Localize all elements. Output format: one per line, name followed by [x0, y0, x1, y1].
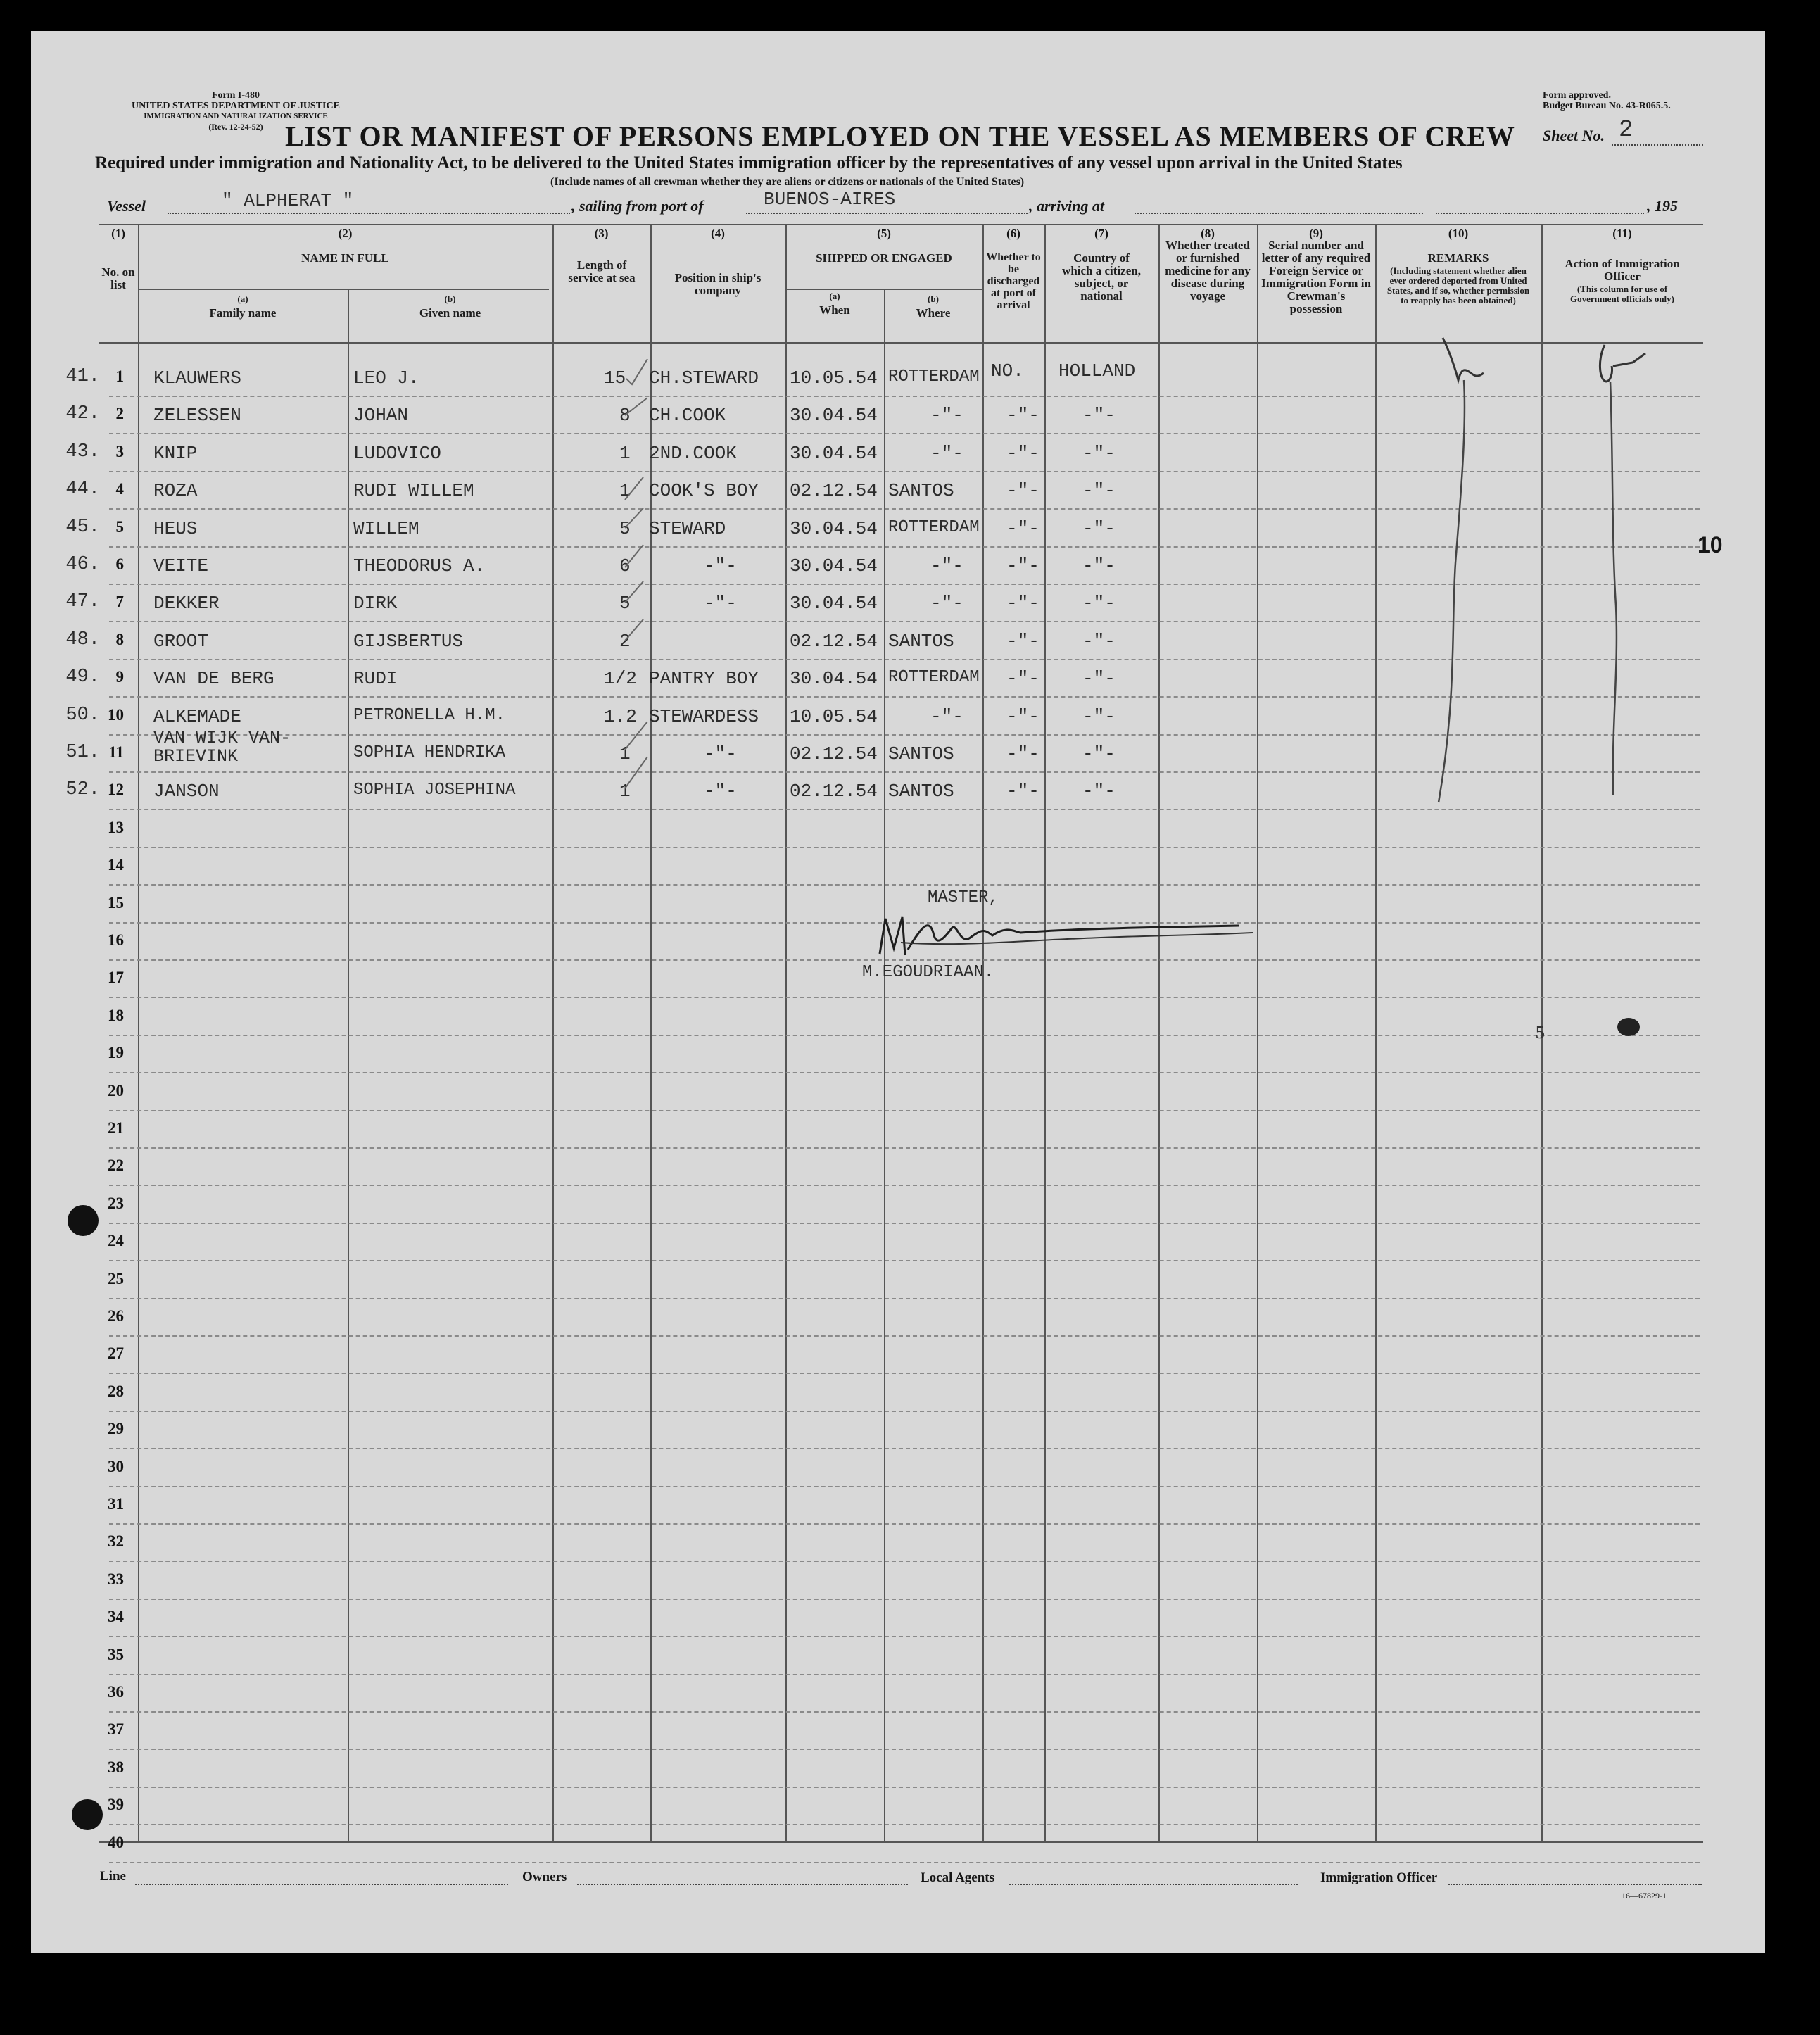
- crew-family-name: VAN DE BERG: [153, 668, 274, 689]
- row-rule: [109, 1448, 1700, 1449]
- crew-service-length: 6: [619, 555, 631, 577]
- col5a-num: (a): [829, 291, 840, 301]
- approval-block: [1543, 90, 1671, 111]
- crew-service-length: 1: [619, 480, 631, 501]
- col-divider-1: [138, 224, 139, 1843]
- row-number: 29: [108, 1420, 124, 1437]
- row-number: 17: [108, 969, 124, 986]
- crew-shipped-when: 30.04.54: [790, 443, 878, 464]
- row-rule: [109, 1486, 1700, 1487]
- master-role: MASTER,: [928, 888, 999, 907]
- crew-country: -"-: [1082, 480, 1116, 501]
- master-signature: [873, 905, 1260, 968]
- crew-discharge: -"-: [1006, 405, 1039, 426]
- page-title: LIST OR MANIFEST OF PERSONS EMPLOYED ON THE VESSEL AS MEMBERS OF CREW: [285, 120, 1515, 152]
- crew-shipped-when: 02.12.54: [790, 480, 878, 501]
- crew-shipped-when: 02.12.54: [790, 781, 878, 802]
- inclusion-note: (Include names of all crewman whether they are aliens or citizens or nationals of the United States): [550, 176, 1025, 188]
- row-number: 19: [108, 1044, 124, 1061]
- row-rule: [109, 1185, 1700, 1186]
- row-rule: [109, 1599, 1700, 1600]
- row-rule: [109, 1674, 1700, 1675]
- row-number: 18: [108, 1007, 124, 1024]
- col7-num: (7): [1094, 227, 1108, 240]
- row-rule: [109, 884, 1700, 886]
- crew-position: 2ND.COOK: [649, 443, 737, 464]
- punch-hole-bottom: [72, 1799, 103, 1830]
- crew-position: -"-: [704, 781, 737, 802]
- revision: (Rev. 12-24-52): [208, 122, 263, 132]
- crew-family-name: HEUS: [153, 518, 198, 539]
- sailing-label: , sailing from port of: [571, 197, 704, 215]
- crew-shipped-where: -"-: [930, 555, 963, 577]
- crew-discharge: -"-: [1006, 743, 1039, 764]
- row-number: 30: [108, 1458, 124, 1475]
- form-approved: Form approved.: [1543, 90, 1611, 101]
- col9-label: Serial number and letter of any required Foreign Service or Immigration Form in Crewman's possession: [1261, 239, 1371, 315]
- crew-service-length: 15: [604, 367, 626, 389]
- crew-family-name: KLAUWERS: [153, 367, 241, 389]
- row-number: 27: [108, 1344, 124, 1362]
- handwritten-line-number: 47.: [65, 591, 100, 612]
- crew-given-name: PETRONELLA H.M.: [353, 706, 506, 725]
- row-number: 12: [108, 781, 124, 798]
- col3-num: (3): [594, 227, 609, 240]
- row-number: 7: [115, 593, 124, 610]
- row-number: 15: [108, 894, 124, 912]
- crew-given-name: WILLEM: [353, 518, 419, 539]
- crew-discharge: NO.: [991, 360, 1024, 382]
- col-divider-9: [1375, 224, 1377, 1843]
- remarks-handwriting: [1422, 331, 1675, 809]
- stamp-mark: 5: [1536, 1022, 1545, 1042]
- crew-family-name: KNIP: [153, 443, 198, 464]
- col4-label: Position in ship's company: [674, 271, 762, 297]
- service: IMMIGRATION AND NATURALIZATION SERVICE: [144, 112, 328, 120]
- row-number: 39: [108, 1796, 124, 1813]
- row-number: 28: [108, 1382, 124, 1400]
- footer-agents-label: Local Agents: [921, 1870, 995, 1885]
- row-number: 34: [108, 1608, 124, 1625]
- handwritten-line-number: 48.: [65, 629, 100, 650]
- crew-service-length: 1: [619, 443, 631, 464]
- col-divider-5: [982, 224, 984, 1843]
- row-number: 25: [108, 1270, 124, 1287]
- footer-agents-field: [1009, 1884, 1298, 1885]
- row-number: 21: [108, 1119, 124, 1137]
- row-rule: [109, 1298, 1700, 1299]
- crew-shipped-where: -"-: [930, 593, 963, 614]
- row-number: 5: [115, 518, 124, 536]
- row-rule: [109, 1335, 1700, 1337]
- footer-line-field: [135, 1884, 508, 1885]
- ink-blot: [1617, 1018, 1640, 1036]
- col6-num: (6): [1006, 227, 1020, 240]
- col-divider-4: [785, 224, 787, 1843]
- crew-family-name: ZELESSEN: [153, 405, 241, 426]
- crew-position: COOK'S BOY: [649, 480, 759, 501]
- crew-service-length: 5: [619, 593, 631, 614]
- col-divider-7: [1158, 224, 1160, 1843]
- row-rule: [109, 1223, 1700, 1224]
- arriving-dotline: [1135, 213, 1423, 214]
- crew-discharge: -"-: [1006, 668, 1039, 689]
- crew-position: CH.COOK: [649, 405, 726, 426]
- row-rule: [109, 1260, 1700, 1261]
- col9-num: (9): [1309, 227, 1323, 240]
- crew-shipped-where: SANTOS: [888, 480, 954, 501]
- crew-country: -"-: [1082, 443, 1116, 464]
- row-rule: [109, 1561, 1700, 1562]
- table-top-border: [99, 224, 1703, 225]
- crew-given-name: LEO J.: [353, 367, 419, 389]
- crew-family-name: ALKEMADE: [153, 706, 241, 727]
- year-label: , 195: [1647, 197, 1678, 215]
- print-code: 16—67829-1: [1622, 1891, 1667, 1901]
- crew-shipped-when: 30.04.54: [790, 593, 878, 614]
- row-rule: [109, 1072, 1700, 1073]
- col10-sublabel: (Including statement whether alien ever ordered deported from United States, and if so, whether permission to reapply has been obtained): [1386, 265, 1530, 305]
- footer-owners-field: [577, 1884, 908, 1885]
- col11-num: (11): [1612, 227, 1632, 240]
- row-number: 3: [115, 443, 124, 460]
- crew-service-length: 1: [619, 743, 631, 764]
- crew-shipped-when: 02.12.54: [790, 743, 878, 764]
- row-number: 38: [108, 1758, 124, 1776]
- col8-label: Whether treated or furnished medicine for any disease during voyage: [1165, 239, 1251, 303]
- col10-num: (10): [1448, 227, 1469, 240]
- crew-discharge: -"-: [1006, 480, 1039, 501]
- crew-service-length: 5: [619, 518, 631, 539]
- crew-family-name: GROOT: [153, 631, 209, 652]
- row-rule: [109, 1824, 1700, 1825]
- crew-country: -"-: [1082, 668, 1116, 689]
- crew-given-name: GIJSBERTUS: [353, 631, 464, 652]
- row-number: 31: [108, 1495, 124, 1513]
- crew-service-length: 1.2: [604, 706, 637, 727]
- top-margin-mark: 10: [1698, 532, 1723, 557]
- row-rule: [109, 1711, 1700, 1713]
- form-id: Form I-480: [211, 90, 260, 101]
- row-rule: [109, 1110, 1700, 1111]
- crew-shipped-where: ROTTERDAM: [888, 518, 980, 537]
- handwritten-line-number: 42.: [65, 403, 100, 424]
- crew-family-name: ROZA: [153, 480, 198, 501]
- col-divider-6: [1044, 224, 1046, 1843]
- row-number: 20: [108, 1082, 124, 1100]
- row-number: 26: [108, 1307, 124, 1325]
- name-sub-divider: [138, 289, 549, 290]
- row-number: 8: [115, 631, 124, 648]
- crew-country: -"-: [1082, 555, 1116, 577]
- crew-shipped-when: 10.05.54: [790, 367, 878, 389]
- row-rule: [109, 1035, 1700, 1036]
- row-number: 23: [108, 1195, 124, 1212]
- subtitle: Required under immigration and Nationality Act, to be delivered to the United States immigration officer by the representatives of any vessel upon arrival in the United States: [95, 153, 1403, 172]
- row-rule: [109, 1636, 1700, 1637]
- sailing-port: BUENOS-AIRES: [764, 189, 896, 210]
- crew-shipped-where: -"-: [930, 706, 963, 727]
- handwritten-line-number: 46.: [65, 554, 100, 575]
- crew-country: -"-: [1082, 743, 1116, 764]
- crew-discharge: -"-: [1006, 555, 1039, 577]
- col-divider-5a: [884, 289, 885, 1843]
- row-number: 6: [115, 555, 124, 573]
- handwritten-line-number: 41.: [65, 366, 100, 387]
- table-bottom-border: [99, 1841, 1703, 1843]
- col2b-num: (b): [444, 294, 456, 304]
- sheet-line: [1612, 144, 1703, 146]
- crew-position: PANTRY BOY: [649, 668, 759, 689]
- col-divider-2: [552, 224, 554, 1843]
- crew-shipped-when: 30.04.54: [790, 668, 878, 689]
- crew-position: STEWARD: [649, 518, 726, 539]
- service-checkmarks: [619, 359, 676, 795]
- crew-family-name: VEITE: [153, 555, 209, 577]
- row-number: 9: [115, 668, 124, 686]
- master-name: M.EGOUDRIAAN.: [862, 963, 994, 982]
- vessel-label: Vessel: [107, 197, 146, 215]
- col4-num: (4): [711, 227, 725, 240]
- crew-discharge: -"-: [1006, 781, 1039, 802]
- crew-family-name: JANSON: [153, 781, 220, 802]
- crew-discharge: -"-: [1006, 518, 1039, 539]
- vessel-name: " ALPHERAT ": [222, 190, 354, 211]
- col6-label: Whether to be discharged at port of arrival: [986, 251, 1041, 311]
- crew-country: -"-: [1082, 518, 1116, 539]
- crew-service-length: 8: [619, 405, 631, 426]
- crew-service-length: 1: [619, 781, 631, 802]
- row-rule: [109, 1411, 1700, 1412]
- col5a-label: When: [819, 303, 850, 317]
- crew-country: -"-: [1082, 405, 1116, 426]
- handwritten-line-number: 50.: [65, 705, 100, 726]
- handwritten-line-number: 43.: [65, 441, 100, 462]
- col10-label: REMARKS: [1427, 251, 1489, 265]
- department: UNITED STATES DEPARTMENT OF JUSTICE: [132, 101, 340, 111]
- col5-num: (5): [877, 227, 891, 240]
- vessel-dotline: [168, 213, 570, 214]
- handwritten-line-number: 52.: [65, 779, 100, 800]
- date-dotline: [1436, 213, 1644, 214]
- crew-discharge: -"-: [1006, 706, 1039, 727]
- row-rule: [109, 1147, 1700, 1149]
- handwritten-line-number: 51.: [65, 742, 100, 763]
- crew-discharge: -"-: [1006, 631, 1039, 652]
- col2a-label: Family name: [209, 306, 277, 320]
- row-rule: [109, 1373, 1700, 1374]
- crew-position: -"-: [704, 555, 737, 577]
- crew-given-name: SOPHIA HENDRIKA: [353, 743, 506, 762]
- col2-label: NAME IN FULL: [301, 251, 389, 265]
- footer-officer-label: Immigration Officer: [1320, 1870, 1438, 1885]
- crew-shipped-where: ROTTERDAM: [888, 367, 980, 386]
- col5b-label: Where: [916, 306, 951, 320]
- handwritten-line-number: 44.: [65, 479, 100, 500]
- col1-label: No. on list: [101, 265, 135, 291]
- row-number: 32: [108, 1532, 124, 1550]
- crew-service-length: 2: [619, 631, 631, 652]
- footer-line-label: Line: [100, 1869, 126, 1884]
- row-number: 37: [108, 1720, 124, 1738]
- row-rule: [109, 1523, 1700, 1525]
- crew-discharge: -"-: [1006, 593, 1039, 614]
- crew-given-name: DIRK: [353, 593, 398, 614]
- col8-num: (8): [1201, 227, 1215, 240]
- sheet-number: 2: [1619, 117, 1633, 144]
- punch-hole-top: [68, 1205, 99, 1236]
- crew-shipped-when: 30.04.54: [790, 405, 878, 426]
- row-rule: [109, 1787, 1700, 1788]
- row-number: 2: [115, 405, 124, 422]
- crew-shipped-where: -"-: [930, 405, 963, 426]
- crew-given-name: JOHAN: [353, 405, 409, 426]
- row-number: 40: [108, 1834, 124, 1851]
- col2-num: (2): [338, 227, 353, 240]
- crew-position: -"-: [704, 743, 737, 764]
- handwritten-line-number: 49.: [65, 667, 100, 688]
- crew-country: -"-: [1082, 781, 1116, 802]
- crew-shipped-when: 02.12.54: [790, 631, 878, 652]
- row-rule: [109, 847, 1700, 848]
- row-number: 36: [108, 1683, 124, 1701]
- crew-family-name: VAN WIJK VAN-BRIEVINK: [153, 728, 291, 767]
- crew-position: -"-: [704, 593, 737, 614]
- row-number: 4: [115, 480, 124, 498]
- crew-country: HOLLAND: [1058, 360, 1136, 382]
- crew-shipped-where: ROTTERDAM: [888, 668, 980, 687]
- crew-position: CH.STEWARD: [649, 367, 759, 389]
- crew-given-name: RUDI WILLEM: [353, 480, 474, 501]
- sheet-label: Sheet No.: [1543, 127, 1605, 144]
- port-dotline: [746, 213, 1028, 214]
- crew-country: -"-: [1082, 706, 1116, 727]
- col-divider-8: [1257, 224, 1258, 1843]
- col3-label: Length of service at sea: [568, 258, 636, 284]
- col7-label: Country of which a citizen, subject, or national: [1062, 251, 1141, 303]
- crew-family-name: DEKKER: [153, 593, 220, 614]
- row-number: 14: [108, 856, 124, 874]
- footer-officer-field: [1448, 1884, 1702, 1885]
- arriving-label: , arriving at: [1029, 197, 1104, 215]
- col5b-num: (b): [928, 294, 939, 304]
- row-number: 10: [108, 706, 124, 724]
- col2a-num: (a): [237, 294, 248, 304]
- crew-shipped-when: 30.04.54: [790, 518, 878, 539]
- crew-country: -"-: [1082, 593, 1116, 614]
- crew-service-length: 1/2: [604, 668, 637, 689]
- col-divider-2a: [348, 289, 349, 1843]
- crew-shipped-where: SANTOS: [888, 631, 954, 652]
- row-number: 1: [115, 367, 124, 385]
- col11-label: Action of Immigration Officer: [1565, 257, 1680, 283]
- col11-sublabel: (This column for use of Government officials only): [1569, 284, 1675, 304]
- footer-owners-label: Owners: [522, 1870, 567, 1884]
- crew-country: -"-: [1082, 631, 1116, 652]
- crew-given-name: LUDOVICO: [353, 443, 441, 464]
- row-rule: [109, 1749, 1700, 1750]
- row-number: 13: [108, 819, 124, 836]
- crew-shipped-when: 30.04.54: [790, 555, 878, 577]
- crew-given-name: RUDI: [353, 668, 398, 689]
- row-rule: [109, 1862, 1700, 1863]
- crew-discharge: -"-: [1006, 443, 1039, 464]
- crew-shipped-where: -"-: [930, 443, 963, 464]
- row-number: 22: [108, 1157, 124, 1174]
- row-number: 16: [108, 931, 124, 949]
- col5-label: SHIPPED OR ENGAGED: [816, 251, 952, 265]
- row-number: 33: [108, 1570, 124, 1588]
- row-number: 24: [108, 1232, 124, 1249]
- crew-shipped-where: SANTOS: [888, 781, 954, 802]
- row-rule: [109, 997, 1700, 998]
- col2b-label: Given name: [419, 306, 481, 320]
- row-number: 11: [108, 743, 124, 761]
- row-number: 35: [108, 1646, 124, 1663]
- col1-num: (1): [111, 227, 125, 240]
- crew-given-name: THEODORUS A.: [353, 555, 486, 577]
- crew-shipped-where: SANTOS: [888, 743, 954, 764]
- budget-bureau: Budget Bureau No. 43-R065.5.: [1543, 101, 1671, 111]
- handwritten-line-number: 45.: [65, 517, 100, 538]
- crew-shipped-when: 10.05.54: [790, 706, 878, 727]
- crew-position: STEWARDESS: [649, 706, 759, 727]
- crew-given-name: SOPHIA JOSEPHINA: [353, 781, 516, 800]
